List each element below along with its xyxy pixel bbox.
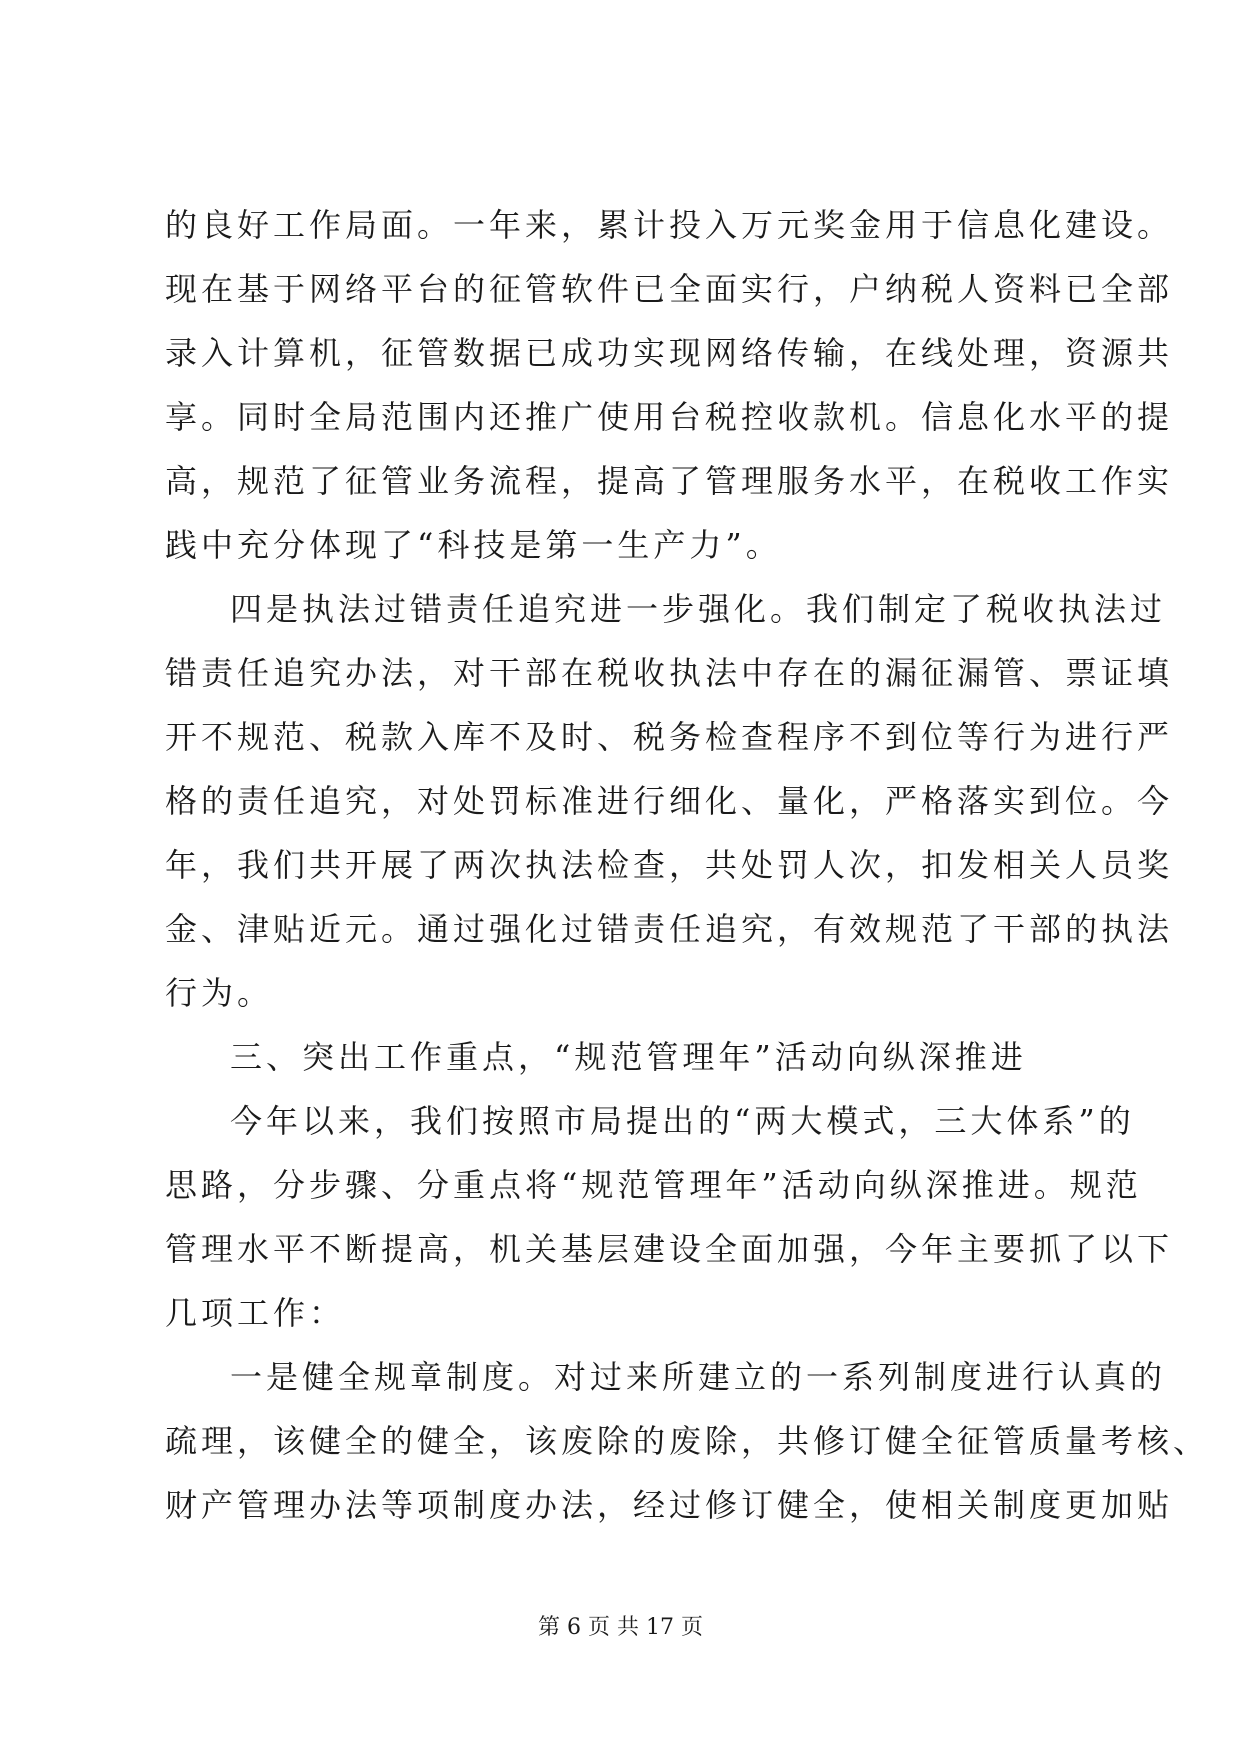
text-line: 几项工作：	[165, 1294, 346, 1332]
text-line: 践中充分体现了“科技是第一生产力”。	[165, 526, 782, 564]
paragraph-first-line: 四是执法过错责任追究进一步强化。我们制定了税收执法过	[230, 590, 1167, 628]
page-number-footer: 第 6 页 共 17 页	[538, 1615, 703, 1640]
text-line: 录入计算机，征管数据已成功实现网络传输，在线处理，资源共	[165, 334, 1174, 372]
section-heading: 三、突出工作重点，“规范管理年”活动向纵深推进	[230, 1038, 1027, 1076]
text-line: 思路，分步骤、分重点将“规范管理年”活动向纵深推进。规范	[165, 1166, 1142, 1204]
paragraph-first-line: 今年以来，我们按照市局提出的“两大模式，三大体系”的	[230, 1102, 1135, 1140]
text-line: 行为。	[165, 974, 274, 1012]
text-line: 疏理，该健全的健全，该废除的废除，共修订健全征管质量考核、	[165, 1422, 1210, 1460]
text-line: 格的责任追究，对处罚标准进行细化、量化，严格落实到位。今	[165, 782, 1174, 820]
text-line: 开不规范、税款入库不及时、税务检查程序不到位等行为进行严	[165, 718, 1174, 756]
text-line: 享。同时全局范围内还推广使用台税控收款机。信息化水平的提	[165, 398, 1174, 436]
text-line: 年，我们共开展了两次执法检查，共处罚人次，扣发相关人员奖	[165, 846, 1174, 884]
text-line: 高，规范了征管业务流程，提高了管理服务水平，在税收工作实	[165, 462, 1174, 500]
text-line: 错责任追究办法，对干部在税收执法中存在的漏征漏管、票证填	[165, 654, 1174, 692]
text-line: 财产管理办法等项制度办法，经过修订健全，使相关制度更加贴	[165, 1486, 1174, 1524]
text-line: 的良好工作局面。一年来，累计投入万元奖金用于信息化建设。	[165, 206, 1174, 244]
text-line: 现在基于网络平台的征管软件已全面实行，户纳税人资料已全部	[165, 270, 1174, 308]
paragraph-first-line: 一是健全规章制度。对过来所建立的一系列制度进行认真的	[230, 1358, 1167, 1396]
text-line: 金、津贴近元。通过强化过错责任追究，有效规范了干部的执法	[165, 910, 1174, 948]
text-line: 管理水平不断提高，机关基层建设全面加强，今年主要抓了以下	[165, 1230, 1174, 1268]
